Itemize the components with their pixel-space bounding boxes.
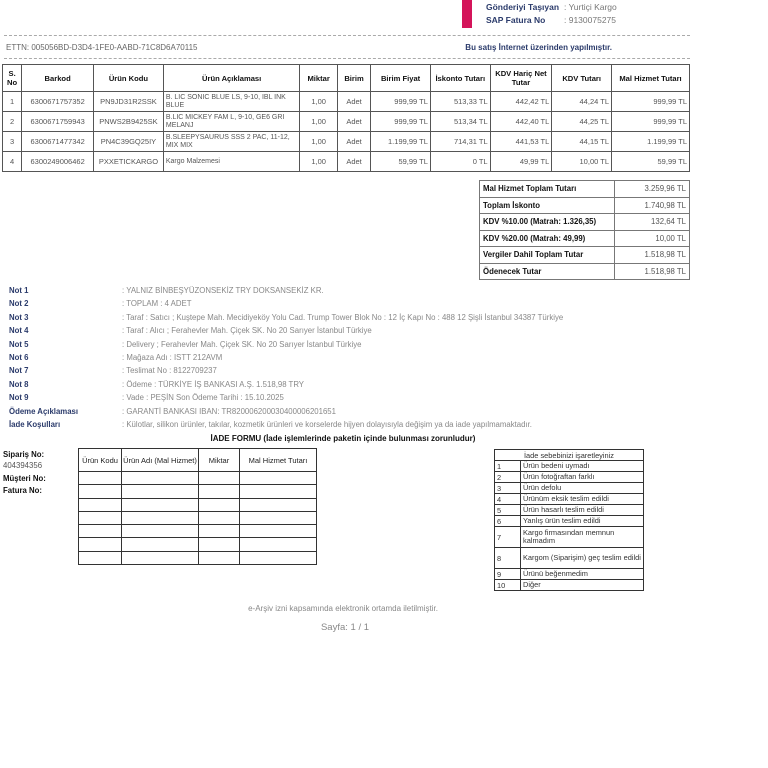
reason-text: Yanlış ürün teslim edildi [521, 516, 644, 527]
cell: 513,33 TL [430, 92, 490, 112]
total-value: 132,64 TL [615, 214, 690, 231]
table-row [3, 92, 690, 112]
note-row [9, 324, 563, 337]
return-form-row[interactable] [79, 485, 317, 498]
col-barkod: Barkod [22, 65, 94, 92]
cell: 442,40 TL [490, 112, 552, 132]
note-label: Ödeme Açıklaması [9, 406, 79, 416]
col-urun-kodu: Ürün Kodu [94, 65, 164, 92]
cell: 999,99 TL [371, 92, 431, 112]
reason-text: Kargo firmasından memnun kalmadım [521, 527, 644, 548]
reason-text: Ürün bedeni uymadı [521, 461, 644, 472]
total-label: Mal Hizmet Toplam Tutarı [480, 181, 615, 198]
cell: 1,00 [300, 152, 337, 172]
sap-label: SAP Fatura No [486, 15, 546, 25]
note-row [9, 338, 563, 351]
cell: 999,99 TL [612, 112, 690, 132]
cell: 3 [3, 132, 22, 152]
note-row [9, 351, 563, 364]
cell: 44,25 TL [552, 112, 612, 132]
cell: 6300671477342 [22, 132, 94, 152]
return-form-row[interactable] [79, 525, 317, 538]
totals-row [480, 230, 690, 247]
return-form-row[interactable] [79, 472, 317, 485]
return-form-row[interactable] [79, 511, 317, 524]
return-form-row[interactable] [79, 551, 317, 564]
note-value: : Vade : PEŞİN Son Ödeme Tarihi : 15.10.2025 [122, 393, 284, 403]
note-label: Not 2 [9, 299, 29, 309]
cell: PNWS2B9425SK [94, 112, 164, 132]
note-value: : Delivery ; Ferahevler Mah. Çiçek SK. No 20 Sarıyer İstanbul Türkiye [122, 339, 362, 349]
cell: 59,99 TL [371, 152, 431, 172]
totals-row [480, 214, 690, 231]
brand-accent-bar [462, 0, 472, 28]
note-value: : Taraf : Satıcı ; Kuştepe Mah. Mecidiyeköy Yolu Cad. Trump Tower Blok No : 12 İç Kapı No : 488 12 Şişli İstanbul 34387 Türkiye [122, 312, 564, 322]
note-value: : Mağaza Adı : ISTT 212AVM [122, 352, 223, 362]
reason-text: Kargom (Siparişim) geç teslim edildi [521, 548, 644, 569]
note-row [9, 284, 563, 297]
total-label: Ödenecek Tutar [480, 263, 615, 280]
reason-row[interactable] [495, 461, 644, 472]
reason-number: 10 [495, 580, 521, 591]
cell: 441,53 TL [490, 132, 552, 152]
e-arsiv-footer: e-Arşiv izni kapsamında elektronik ortamda iletilmiştir. [248, 604, 438, 613]
return-form-title: İADE FORMU (İade işlemlerinde paketin içinde bulunması zorunludur) [210, 434, 476, 443]
total-label: Vergiler Dahil Toplam Tutar [480, 247, 615, 264]
col-birim: Birim [337, 65, 370, 92]
reason-row[interactable] [495, 483, 644, 494]
items-header-row [3, 65, 690, 92]
cell: 1,00 [300, 92, 337, 112]
note-row [9, 405, 563, 418]
total-label: Toplam İskonto [480, 197, 615, 214]
total-value: 1.740,98 TL [615, 197, 690, 214]
col-urun-kodu: Ürün Kodu [79, 449, 122, 472]
note-value: : Teslimat No : 8122709237 [122, 366, 217, 376]
notes-section [9, 284, 563, 431]
page-number: Sayfa: 1 / 1 [320, 622, 370, 633]
col-iskonto: İskonto Tutarı [430, 65, 490, 92]
fatura-label: Fatura No: [3, 486, 42, 495]
reason-row[interactable] [495, 569, 644, 580]
note-value: : YALNIZ BİNBEŞYÜZONSEKİZ TRY DOKSANSEKİZ KR. [122, 286, 324, 295]
reason-number: 2 [495, 472, 521, 483]
return-form-row[interactable] [79, 538, 317, 551]
reason-text: Ürün defolu [521, 483, 644, 494]
total-value: 1.518,98 TL [615, 263, 690, 280]
cell: 59,99 TL [612, 152, 690, 172]
note-label: Not 1 [9, 286, 29, 295]
col-mal-hizmet: Mal Hizmet Tutarı [612, 65, 690, 92]
note-label: Not 7 [9, 366, 29, 376]
note-value: : Taraf : Alıcı ; Ferahevler Mah. Çiçek SK. No 20 Sarıyer İstanbul Türkiye [122, 326, 372, 336]
table-row [3, 132, 690, 152]
cell: 4 [3, 152, 22, 172]
reason-row[interactable] [495, 516, 644, 527]
col-miktar: Miktar [300, 65, 337, 92]
reason-number: 5 [495, 505, 521, 516]
return-reasons-table [494, 449, 644, 591]
cell: B.SLEEPYSAURUS SSS 2 PAC, 11-12, MIX MIX [163, 132, 300, 152]
carrier-row [486, 0, 617, 14]
reason-text: Ürünü beğenmedim [521, 569, 644, 580]
cell: 44,24 TL [552, 92, 612, 112]
cell: 0 TL [430, 152, 490, 172]
col-kdv-tutari: KDV Tutarı [552, 65, 612, 92]
siparis-label: Sipariş No: [3, 450, 45, 459]
sap-value: : 9130075275 [564, 15, 616, 25]
note-label: Not 9 [9, 393, 29, 403]
cell: 6300671757352 [22, 92, 94, 112]
reason-row[interactable] [495, 472, 644, 483]
sap-row [486, 13, 616, 27]
reasons-title: İade sebebinizi işaretleyiniz [495, 450, 644, 461]
col-mal-hizmet: Mal Hizmet Tutarı [240, 449, 317, 472]
note-label: Not 5 [9, 339, 29, 349]
divider [4, 58, 690, 59]
col-miktar: Miktar [199, 449, 240, 472]
note-label: Not 3 [9, 312, 29, 322]
table-row [3, 152, 690, 172]
internet-sale-note: Bu satış İnternet üzerinden yapılmıştır. [465, 43, 612, 52]
ettn: ETTN: 005056BD-D3D4-1FE0-AABD-71C8D6A70115 [6, 43, 198, 52]
total-label: KDV %20.00 (Matrah: 49,99) [480, 230, 615, 247]
cell: Kargo Malzemesi [163, 152, 300, 172]
cell: 1.199,99 TL [612, 132, 690, 152]
reason-number: 4 [495, 494, 521, 505]
total-label: KDV %10.00 (Matrah: 1.326,35) [480, 214, 615, 231]
note-label: İade Koşulları [9, 419, 61, 429]
reason-number: 7 [495, 527, 521, 548]
cell: Adet [337, 132, 370, 152]
cell: Adet [337, 152, 370, 172]
reason-number: 1 [495, 461, 521, 472]
cell: 6300249006462 [22, 152, 94, 172]
cell: Adet [337, 112, 370, 132]
note-row [9, 378, 563, 391]
order-info [3, 450, 46, 498]
cell: 1,00 [300, 132, 337, 152]
cell: PN4C39GQ25IY [94, 132, 164, 152]
divider [4, 35, 690, 36]
note-value: : Külotlar, silikon ürünler, takılar, kozmetik ürünleri ve korselerde hijyen dolayısıyla değişim ya da iade yapılmamaktadır. [122, 419, 532, 429]
return-form-header [79, 449, 317, 472]
note-row [9, 311, 563, 324]
note-value: : Ödeme : TÜRKİYE İŞ BANKASI A.Ş. 1.518,98 TRY [122, 379, 305, 389]
cell: 10,00 TL [552, 152, 612, 172]
note-label: Not 4 [9, 326, 29, 336]
note-row [9, 418, 563, 431]
note-label: Not 6 [9, 352, 29, 362]
return-form-table [78, 448, 317, 565]
cell: 2 [3, 112, 22, 132]
reason-text: Ürün hasarlı teslim edildi [521, 505, 644, 516]
col-birim-fiyat: Birim Fiyat [371, 65, 431, 92]
reason-text: Ürünüm eksik teslim edildi [521, 494, 644, 505]
reason-row[interactable] [495, 505, 644, 516]
reason-text: Diğer [521, 580, 644, 591]
cell: 44,15 TL [552, 132, 612, 152]
reason-number: 9 [495, 569, 521, 580]
cell: 999,99 TL [371, 112, 431, 132]
cell: B.LIC MICKEY FAM L, 9-10, GE6 GRI MELANJ [163, 112, 300, 132]
cell: 1,00 [300, 112, 337, 132]
cell: B. LIC SONIC BLUE LS, 9-10, IBL INK BLUE [163, 92, 300, 112]
cell: PN9JD31R2SSK [94, 92, 164, 112]
reason-row[interactable] [495, 548, 644, 569]
col-urun-adi: Ürün Adı (Mal Hizmet) [122, 449, 199, 472]
carrier-value: : Yurtiçi Kargo [564, 2, 617, 12]
reason-text: Ürün fotoğraftan farklı [521, 472, 644, 483]
col-kdv-haric: KDV Hariç Net Tutar [490, 65, 552, 92]
totals-row [480, 247, 690, 264]
reasons-header [495, 450, 644, 461]
cell: 442,42 TL [490, 92, 552, 112]
reason-row[interactable] [495, 580, 644, 591]
note-row [9, 391, 563, 404]
cell: 714,31 TL [430, 132, 490, 152]
cell: 49,99 TL [490, 152, 552, 172]
col-urun-aciklamasi: Ürün Açıklaması [163, 65, 300, 92]
total-value: 1.518,98 TL [615, 247, 690, 264]
note-row [9, 364, 563, 377]
reason-number: 8 [495, 548, 521, 569]
note-value: : GARANTİ BANKASI IBAN: TR820006200030400006201651 [122, 406, 336, 416]
note-value: : TOPLAM : 4 ADET [122, 299, 192, 309]
table-row [3, 112, 690, 132]
return-form-row[interactable] [79, 498, 317, 511]
cell: Adet [337, 92, 370, 112]
col-sno: S. No [3, 65, 22, 92]
cell: 999,99 TL [612, 92, 690, 112]
cell: 6300671759943 [22, 112, 94, 132]
totals-row [480, 197, 690, 214]
reason-row[interactable] [495, 494, 644, 505]
carrier-label: Gönderiyi Taşıyan [486, 2, 560, 12]
musteri-label: Müşteri No: [3, 474, 46, 483]
totals-row [480, 263, 690, 280]
cell: 513,34 TL [430, 112, 490, 132]
total-value: 3.259,96 TL [615, 181, 690, 198]
cell: PXXETICKARGO [94, 152, 164, 172]
reason-number: 6 [495, 516, 521, 527]
totals-table [479, 180, 690, 280]
reason-number: 3 [495, 483, 521, 494]
note-label: Not 8 [9, 379, 29, 389]
cell: 1 [3, 92, 22, 112]
siparis-value: 404394356 [3, 461, 43, 470]
total-value: 10,00 TL [615, 230, 690, 247]
items-table [2, 64, 690, 172]
note-row [9, 297, 563, 310]
totals-row [480, 181, 690, 198]
cell: 1.199,99 TL [371, 132, 431, 152]
reason-row[interactable] [495, 527, 644, 548]
